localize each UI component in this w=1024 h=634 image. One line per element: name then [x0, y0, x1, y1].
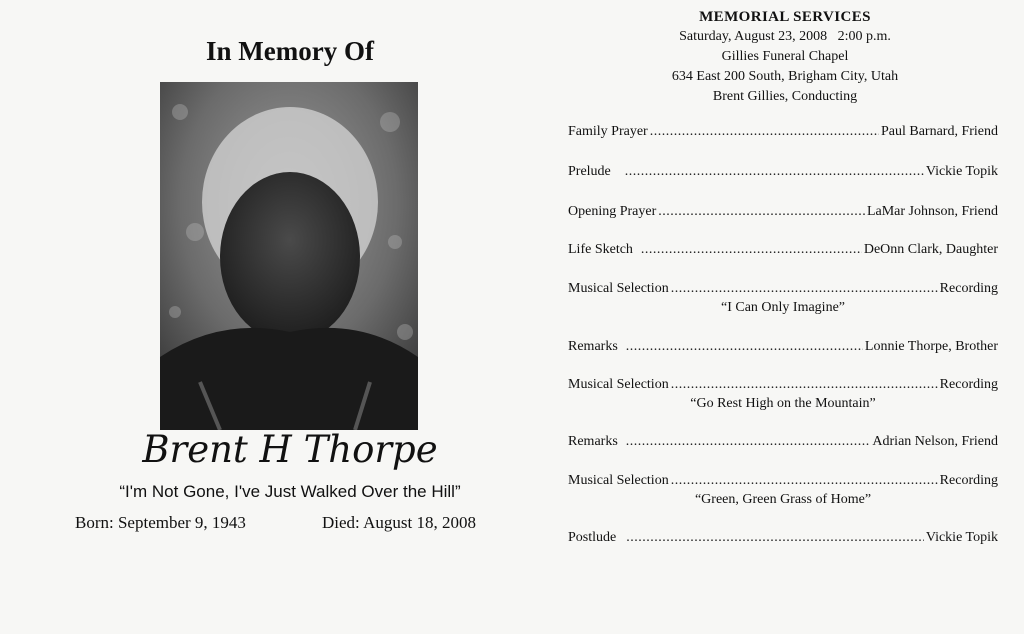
program-row-life-sketch — [568, 242, 998, 262]
program-participant: Vickie Topik — [925, 530, 998, 545]
services-title: MEMORIAL SERVICES — [699, 9, 871, 25]
program-role: Postlude — [568, 530, 617, 545]
program-participant: Recording — [939, 473, 998, 488]
program-participant: Adrian Nelson, Friend — [872, 434, 998, 449]
program-row-musical-selection-1 — [568, 281, 998, 301]
services-date-time: Saturday, August 23, 2008 2:00 p.m. — [679, 29, 891, 44]
death-date: Died: August 18, 2008 — [322, 513, 476, 532]
program-role: Musical Selection — [568, 377, 669, 392]
program-participant: Lonnie Thorpe, Brother — [864, 339, 998, 354]
program-role: Prelude — [568, 164, 611, 179]
services-place: Gillies Funeral Chapel — [721, 49, 849, 64]
program-role: Remarks — [568, 339, 618, 354]
program-role: Remarks — [568, 434, 618, 449]
program-row-family-prayer — [568, 124, 998, 144]
program-role: Musical Selection — [568, 281, 669, 296]
program-role: Musical Selection — [568, 473, 669, 488]
memorial-quote: “I'm Not Gone, I've Just Walked Over the Hill” — [119, 482, 461, 501]
program-participant: Recording — [939, 281, 998, 296]
services-header — [620, 7, 950, 107]
program-row-remarks-1 — [568, 339, 998, 359]
program-row-postlude — [568, 530, 998, 550]
program-row-prelude — [568, 164, 998, 184]
program-row-opening-prayer — [568, 204, 998, 224]
program-participant: DeOnn Clark, Daughter — [863, 242, 998, 257]
program-row-remarks-2 — [568, 434, 998, 454]
services-address: 634 East 200 South, Brigham City, Utah — [671, 69, 899, 84]
services-conducting: Brent Gillies, Conducting — [712, 89, 858, 104]
program-participant: Vickie Topik — [925, 164, 998, 179]
program-participant: Paul Barnard, Friend — [880, 124, 998, 139]
program-row-musical-selection-2 — [568, 377, 998, 397]
portrait-photo — [160, 82, 418, 430]
program-role: Opening Prayer — [568, 204, 657, 219]
song-title: “Go Rest High on the Mountain” — [690, 396, 876, 411]
memory-heading: In Memory Of — [206, 36, 374, 66]
program-row-musical-selection-3 — [568, 473, 998, 493]
song-title: “Green, Green Grass of Home” — [694, 492, 872, 507]
program-participant: LaMar Johnson, Friend — [866, 204, 998, 219]
program-participant: Recording — [939, 377, 998, 392]
birth-date: Born: September 9, 1943 — [75, 513, 246, 532]
song-title: “I Can Only Imagine” — [720, 300, 845, 315]
deceased-name: Brent H Thorpe — [142, 428, 438, 471]
program-role: Family Prayer — [568, 124, 648, 139]
program-role: Life Sketch — [568, 242, 633, 257]
